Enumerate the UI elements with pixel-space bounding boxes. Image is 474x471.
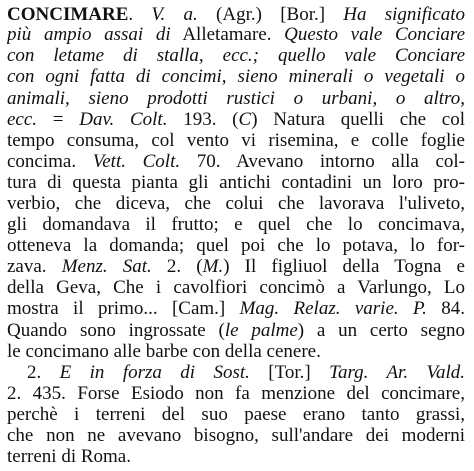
entry-line <box>7 45 465 67</box>
entry-line <box>7 193 465 215</box>
entry-line <box>7 404 465 426</box>
entry-line <box>7 320 465 342</box>
italic-text-run: Menz. Sat. <box>61 256 152 277</box>
entry-line <box>7 24 465 46</box>
italic-text-run: Dav. Colt. <box>79 109 168 130</box>
entry-line <box>7 298 465 320</box>
text-run: 2. 435. Forse Esiodo non fa menzione del concimare, <box>7 383 465 404</box>
italic-text-run: Questo vale Conciare <box>284 24 465 45</box>
entry-line <box>7 214 465 236</box>
text-run: [Tor.] <box>249 362 330 383</box>
italic-text-run: C <box>238 109 252 130</box>
text-run: mostra il primo... [Cam.] <box>7 298 240 319</box>
text-run: concima. <box>7 151 93 172</box>
text-run: 2. ( <box>151 256 203 277</box>
italic-text-run: Mag. Relaz. varie. P. <box>239 298 427 319</box>
text-run: perchè i terreni del suo paese erano tanto grassi, <box>7 404 465 425</box>
text-run: verbio, che diceva, che colui che lavorava l'uliveto, <box>7 193 465 214</box>
italic-text-run: più ampio assai di <box>7 24 171 45</box>
text-run: le concimano alle barbe con della cenere. <box>7 341 321 362</box>
entry-line <box>7 341 465 363</box>
italic-text-run: le palme <box>224 320 298 341</box>
text-run: ) Natura quelli che col <box>251 109 465 130</box>
italic-text-run: con ogni fatta di concimi, sieno minerali o vegetali o <box>7 66 465 87</box>
text-run: 2. <box>27 362 60 383</box>
text-run: 84. <box>426 298 465 319</box>
italic-text-run: animali, sieno prodotti rustici o urbani, o altro, <box>7 88 465 109</box>
text-run: che non ne avevano bisogno, sull'andare dei moderni <box>7 425 465 446</box>
italic-text-run: ecc. <box>7 109 38 130</box>
text-run: tempo consuma, col vento vi risemina, e colle foglie <box>7 130 465 151</box>
italic-text-run: Vett. Colt. <box>92 151 181 172</box>
italic-text-run: Targ. Ar. Vald. <box>329 362 465 383</box>
entry-line <box>7 66 465 88</box>
text-run: . <box>128 4 152 25</box>
entry-line <box>7 88 465 110</box>
text-run: terreni di Roma. <box>7 446 131 467</box>
entry-line <box>7 151 465 173</box>
entry-line <box>7 4 465 26</box>
text-run: gli domandava il frutto; e quel che lo concimava, <box>7 214 465 235</box>
entry-line <box>7 425 465 447</box>
text-run: 193. ( <box>167 109 239 130</box>
text-run: 70. Avevano intorno alla col- <box>180 151 465 172</box>
text-run: ) a un certo segno <box>297 320 465 341</box>
text-run: Quando sono ingrossate ( <box>7 320 225 341</box>
italic-text-run: E in forza di Sost. <box>59 362 250 383</box>
italic-text-run: con letame di stalla, ecc.; quello vale Conciare <box>7 45 465 66</box>
text-run: ) Il figliuol della Togna e <box>223 256 465 277</box>
text-run: (Agr.) [Bor.] <box>197 4 344 25</box>
entry-line <box>7 235 465 257</box>
entry-line <box>7 277 465 299</box>
entry-line <box>7 383 465 405</box>
italic-text-run: M. <box>202 256 224 277</box>
entry-line <box>7 446 465 468</box>
entry-line <box>7 256 465 278</box>
headword: CONCIMARE <box>7 4 129 25</box>
entry-line <box>7 362 465 384</box>
text-run: della Geva, Che i cavolfiori concimò a Varlungo, Lo <box>7 277 465 298</box>
text-run: Alletamare. <box>170 24 285 45</box>
text-run: = <box>37 109 80 130</box>
text-run: zava. <box>7 256 62 277</box>
entry-line <box>7 172 465 194</box>
entry-line <box>7 109 465 131</box>
text-run: otteneva la domanda; quel poi che lo potava, lo for- <box>7 235 465 256</box>
italic-text-run: V. a. <box>151 4 198 25</box>
italic-text-run: Ha significato <box>343 4 465 25</box>
entry-line <box>7 130 465 152</box>
text-run: tura di questa pianta gli antichi contadini un loro pro- <box>7 172 465 193</box>
